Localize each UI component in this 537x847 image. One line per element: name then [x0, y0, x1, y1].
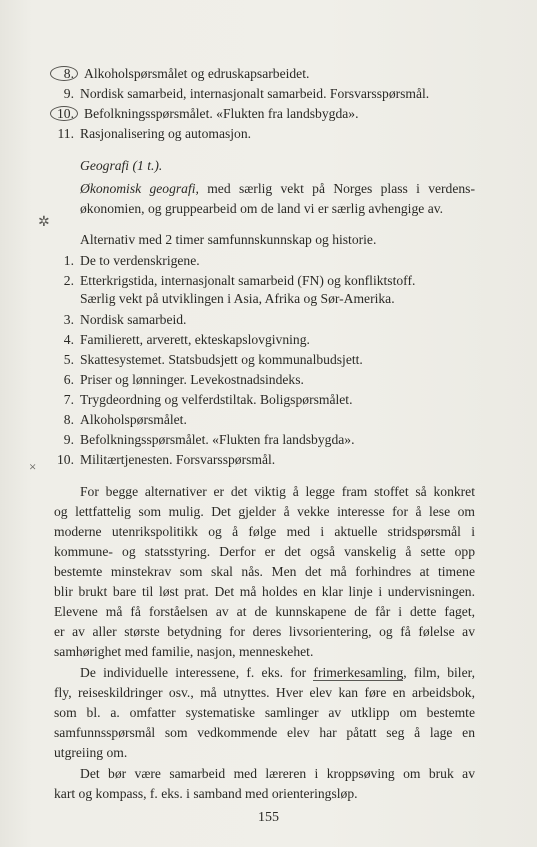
list-item [54, 252, 200, 270]
paragraph-line: og lettfattelig som mulig. Det gjelder å vekke interesse for å lese om [54, 504, 475, 519]
paragraph-line: moderne utenrikspolitikk og å følge med i aktuelle stridspørsmål i [54, 524, 475, 539]
list-item [54, 371, 304, 389]
list-item-text: Etterkrigstida, internasjonalt samarbeid (FN) og konfliktstoff. [80, 273, 416, 288]
list-item-text: Befolkningsspørsmålet. «Flukten fra landsbygda». [84, 106, 359, 121]
item-number: 9. [63, 432, 74, 447]
list-item [54, 125, 251, 143]
paragraph-text: med særlig vekt på Norges plass i verdens- [198, 181, 476, 196]
paragraph-line: kart og kompass, f. eks. i samband med orienteringsløp. [54, 786, 358, 801]
list-item [54, 272, 415, 290]
list-item [54, 65, 309, 83]
list-item [54, 411, 187, 429]
list-item-text: Militærtjenesten. Forsvarsspørsmål. [80, 452, 276, 467]
list-item-text: Rasjonalisering og automasjon. [80, 126, 252, 141]
list-item [54, 311, 186, 329]
list-item-text: Nordisk samarbeid. [80, 312, 187, 327]
paragraph-line: samfunnsspørsmål som vedkommende elev har påtatt seg å lage en [54, 725, 475, 740]
paragraph-line: Det bør være samarbeid med læreren i kroppsøving om bruk av [80, 766, 475, 781]
list-item [54, 451, 275, 469]
list-item [54, 351, 363, 369]
item-number: 5. [63, 352, 74, 367]
item-number: 7. [63, 392, 74, 407]
list-item-text: De to verdenskrigene. [80, 253, 200, 268]
list-item-continuation [54, 290, 395, 308]
list-item-text: Befolkningsspørsmålet. «Flukten fra landsbygda». [80, 432, 355, 447]
list-item [54, 391, 352, 409]
list-item-text: Alkoholspørsmålet. [80, 412, 187, 427]
paragraph-line: For begge alternativer er det viktig å legge fram stoffet så konkret [80, 484, 475, 499]
item-number: 11. [57, 126, 74, 141]
list-item-text: Skattesystemet. Statsbudsjett og kommunalbudsjett. [80, 352, 363, 367]
list-item [54, 105, 358, 123]
list-item-text: Nordisk samarbeid, internasjonalt samarbeid. Forsvarsspørsmål. [80, 86, 430, 101]
list-item-text: Trygdeordning og velferdstiltak. Boligspørsmålet. [80, 392, 353, 407]
paragraph-line: blir brukt bare til løst prat. Det må holdes en klar linje i undervisningen. [54, 584, 475, 599]
paragraph-line: Elevene må få forståelsen av at de kunnskapene de får i dette faget, [54, 604, 475, 619]
paragraph-line: fly, reiseskildringer osv., må utnyttes. Hver elev kan føre en arbeidsbok, [54, 685, 475, 700]
item-number: 8. [63, 412, 74, 427]
list-item [54, 431, 354, 449]
geografi-paragraph-line [80, 180, 475, 198]
item-number: 9. [63, 86, 74, 101]
item-number: 6. [63, 372, 74, 387]
paragraph-text: De individuelle interessene, f. eks. for [80, 665, 314, 680]
item-number: 3. [63, 312, 74, 327]
page-number: 155 [258, 810, 279, 825]
circled-item-number: 10. [50, 106, 78, 121]
list-item-text: Alkoholspørsmålet og edruskapsarbeidet. [84, 66, 310, 81]
star-margin-mark: ✲ [38, 215, 50, 230]
item-number: 1. [63, 253, 74, 268]
circled-item-number: 8. [50, 66, 78, 81]
cross-margin-mark: × [29, 459, 37, 474]
item-number: 4. [63, 332, 74, 347]
list-item-text: Familierett, arverett, ekteskapslovgivning. [80, 332, 310, 347]
list-item [54, 85, 429, 103]
list-item [54, 331, 310, 349]
paragraph-line: kommune- og statsstyring. Derfor er det også vanskelig å sette opp [54, 544, 475, 559]
geografi-heading: Geografi (1 t.). [80, 158, 163, 173]
underlined-word: frimerkesamling [313, 665, 404, 680]
paragraph-line [80, 664, 475, 682]
paragraph-line: som bl. a. omfatter systematiske samlinger av utklipp om bestemte [54, 705, 475, 720]
geografi-paragraph-line: økonomien, og gruppearbeid om de land vi er særlig avhengige av. [80, 201, 444, 216]
alternativ-heading: Alternativ med 2 timer samfunnskunnskap og historie. [80, 232, 377, 247]
item-number: 10. [57, 452, 74, 467]
list-item-text: Særlig vekt på utviklingen i Asia, Afrika og Sør-Amerika. [80, 291, 395, 306]
paragraph-line: samhørighet med familie, nasjon, menneskehet. [54, 644, 314, 659]
emphasis-text: Økonomisk geografi, [80, 181, 199, 196]
item-number: 2. [63, 273, 74, 288]
list-item-text: Priser og lønninger. Levekostnadsindeks. [80, 372, 304, 387]
paragraph-line: er av aller største betydning for deres livsorientering, og få følelse av [54, 624, 475, 639]
paragraph-line: utgreiing om. [54, 745, 128, 760]
paragraph-text: , film, biler, [403, 665, 475, 680]
paragraph-line: bestemte minstekrav som skal nås. Men det må forhindres at timene [54, 564, 475, 579]
